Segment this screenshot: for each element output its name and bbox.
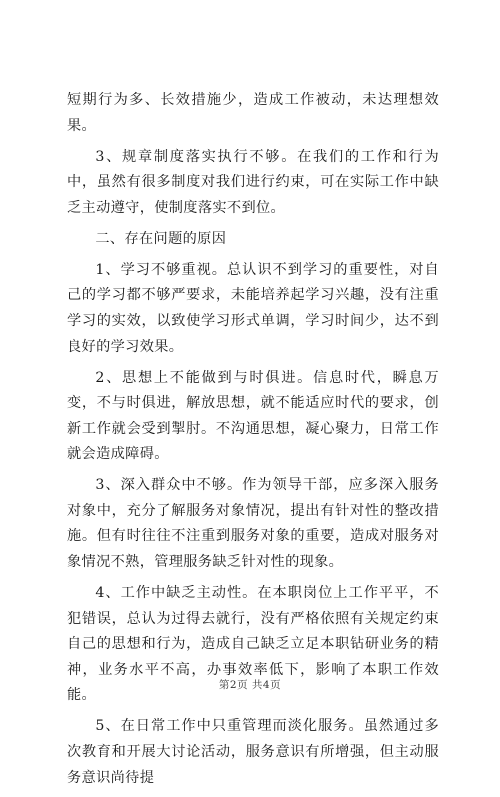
section-heading-causes: 二、存在问题的原因 bbox=[95, 230, 227, 247]
paragraph-service: 5、在日常工作中只重管理而淡化服务。虽然通过多次教育和开展大讨论活动，服务意识有所增强，但主动服务意识尚待提 bbox=[67, 718, 439, 786]
paragraph-continuation: 短期行为多、长效措施少，造成工作被动，未达理想效果。 bbox=[67, 92, 439, 134]
paragraph-masses: 3、深入群众中不够。作为领导干部，应多深入服务对象中，充分了解服务对象情况，提出有针对性的整改措施。但有时往往不注重到服务对象的重要，造成对服务对象情况不熟，管理服务缺乏针对性的现象。 bbox=[67, 477, 439, 571]
page-footer: 第2页 共4页 bbox=[218, 679, 282, 691]
paragraph-study: 1、学习不够重视。总认识不到学习的重要性，对自己的学习都不够严要求，未能培养起学习兴趣，没有注重学习的实效，以致使学习形式单调，学习时间少，达不到良好的学习效果。 bbox=[67, 261, 439, 355]
paragraph-initiative: 4、工作中缺乏主动性。在本职岗位上工作平平，不犯错误，总认为过得去就行，没有严格依照有关规定约束自己的思想和行为，造成自己缺乏立足本职钻研业务的精神，业务水平不高，办事效率低下，影响了本职工作效能。 bbox=[67, 585, 439, 704]
paragraph-thinking: 2、思想上不能做到与时俱进。信息时代，瞬息万变，不与时俱进，解放思想，就不能适应时代的要求，创新工作就会受到掣肘。不沟通思想，凝心聚力，日常工作就会造成障碍。 bbox=[67, 369, 439, 463]
paragraph-regulations: 3、规章制度落实执行不够。在我们的工作和行为中，虽然有很多制度对我们进行约束，可在实际工作中缺乏主动遵守，使制度落实不到位。 bbox=[67, 148, 439, 216]
